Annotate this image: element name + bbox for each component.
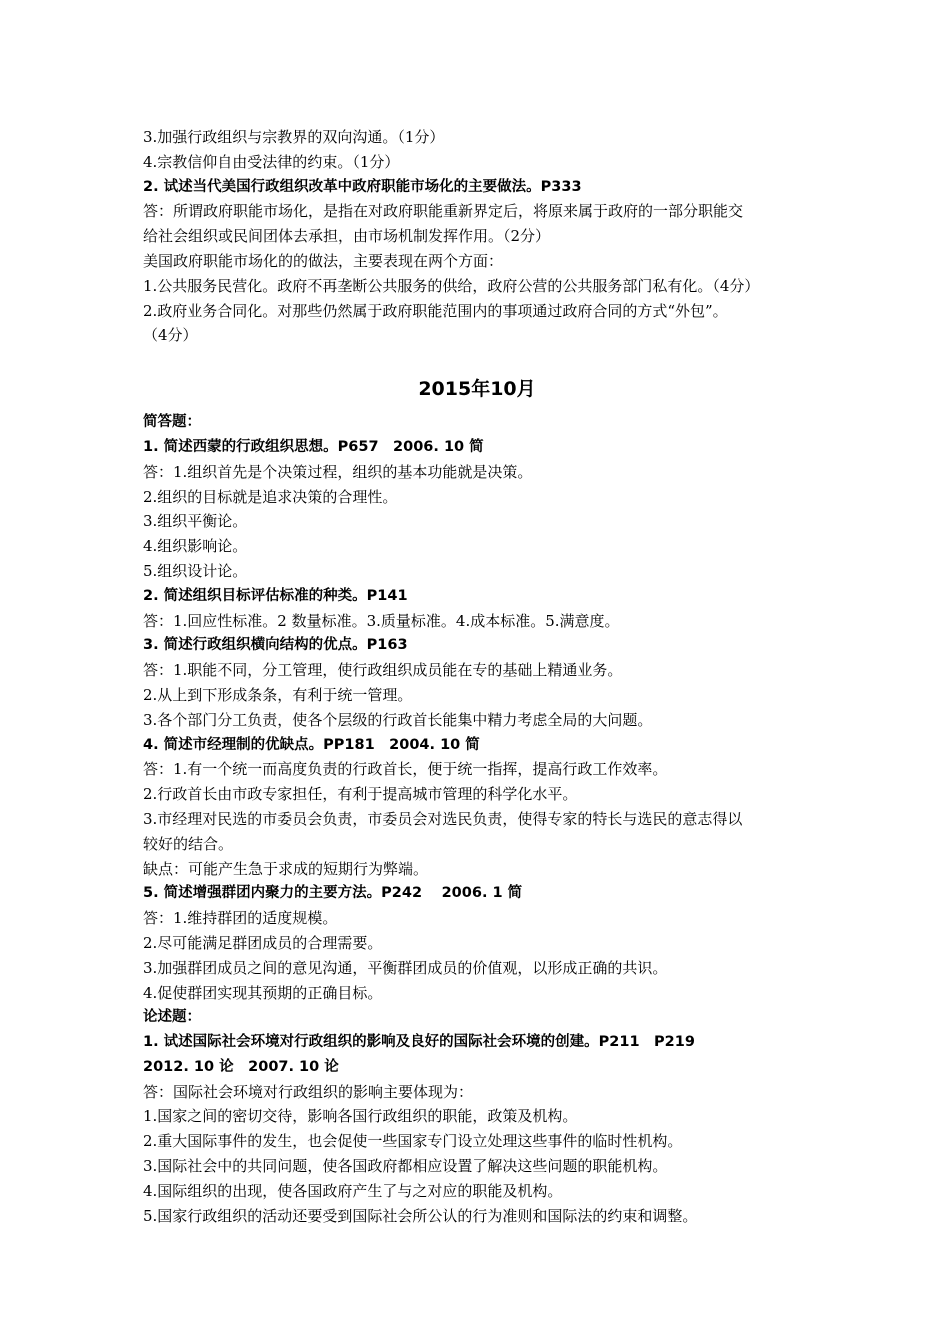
- answer-line: 4.国际组织的出现，使各国政府产生了与之对应的职能及机构。: [143, 1181, 563, 1200]
- answer-line: 3.各个部门分工负责，使各个层级的行政首长能集中精力考虑全局的大问题。: [143, 710, 653, 729]
- question-title: 1. 简述西蒙的行政组织思想。P657 2006. 10 简: [143, 438, 484, 455]
- question-title-continued: 2012. 10 论 2007. 10 论: [143, 1058, 339, 1075]
- answer-line: 3.国际社会中的共同问题，使各国政府都相应设置了解决这些问题的职能机构。: [143, 1157, 668, 1176]
- answer-line: 答：1.回应性标准。2 数量标准。3.质量标准。4.成本标准。5.满意度。: [143, 611, 620, 630]
- answer-line: 2.组织的目标就是追求决策的合理性。: [143, 487, 398, 506]
- answer-line: 2.政府业务合同化。对那些仍然属于政府职能范围内的事项通过政府合同的方式“外包”。: [143, 301, 728, 320]
- answer-line: 2.从上到下形成条条，有利于统一管理。: [143, 685, 413, 704]
- text-line: 4.宗教信仰自由受法律的约束。（1分）: [143, 152, 400, 171]
- answer-line: 1.国家之间的密切交待，影响各国行政组织的职能，政策及机构。: [143, 1107, 578, 1126]
- answer-line: 2.重大国际事件的发生，也会促使一些国家专门设立处理这些事件的临时性机构。: [143, 1132, 683, 1151]
- question-title: 3. 简述行政组织横向结构的优点。P163: [143, 637, 408, 654]
- answer-line: （4分）: [143, 326, 198, 345]
- short-answer-label: 简答题：: [143, 414, 201, 431]
- answer-line: 较好的结合。: [143, 834, 234, 853]
- question-title: 5. 简述增强群团内聚力的主要方法。P242 2006. 1 简: [143, 885, 523, 902]
- essay-label: 论述题：: [143, 1009, 201, 1026]
- answer-line: 答：国际社会环境对行政组织的影响主要体现为：: [143, 1082, 474, 1101]
- answer-line: 2.行政首长由市政专家担任，有利于提高城市管理的科学化水平。: [143, 785, 578, 804]
- answer-line: 3.市经理对民选的市委员会负责，市委员会对选民负责，使得专家的特长与选民的意志得以: [143, 809, 743, 828]
- answer-line: 4.组织影响论。: [143, 537, 248, 556]
- question-title: 2. 试述当代美国行政组织改革中政府职能市场化的主要做法。P333: [143, 178, 582, 195]
- answer-line: 1.公共服务民营化。政府不再垄断公共服务的供给，政府公营的公共服务部门私有化。（4分）: [143, 276, 760, 295]
- question-title: 4. 简述市经理制的优缺点。PP181 2004. 10 简: [143, 736, 480, 753]
- question-title: 2. 简述组织目标评估标准的种类。P141: [143, 587, 408, 604]
- answer-line: 4.促使群团实现其预期的正确目标。: [143, 983, 383, 1002]
- answer-line: 答：1.维持群团的适度规模。: [143, 909, 338, 928]
- answer-line: 缺点：可能产生急于求成的短期行为弊端。: [143, 859, 429, 878]
- answer-line: 美国政府职能市场化的的做法，主要表现在两个方面：: [143, 251, 504, 270]
- answer-line: 答：所谓政府职能市场化，是指在对政府职能重新界定后，将原来属于政府的一部分职能交: [143, 202, 744, 221]
- answer-line: 2.尽可能满足群团成员的合理需要。: [143, 933, 383, 952]
- answer-line: 3.组织平衡论。: [143, 512, 248, 531]
- answer-line: 答：1.组织首先是个决策过程，组织的基本功能就是决策。: [143, 462, 533, 481]
- section-heading: 2015年10月: [418, 378, 536, 401]
- answer-line: 答：1.职能不同，分工管理，使行政组织成员能在专的基础上精通业务。: [143, 661, 623, 680]
- answer-line: 3.加强群团成员之间的意见沟通，平衡群团成员的价值观，以形成正确的共识。: [143, 958, 668, 977]
- answer-line: 给社会组织或民间团体去承担，由市场机制发挥作用。（2分）: [143, 227, 551, 246]
- text-line: 3.加强行政组织与宗教界的双向沟通。（1分）: [143, 128, 445, 146]
- answer-line: 答：1.有一个统一而高度负责的行政首长，便于统一指挥，提高行政工作效率。: [143, 760, 668, 779]
- answer-line: 5.国家行政组织的活动还要受到国际社会所公认的行为准则和国际法的约束和调整。: [143, 1206, 698, 1225]
- answer-line: 5.组织设计论。: [143, 561, 248, 580]
- document-body: [143, 125, 811, 1228]
- question-title: 1. 试述国际社会环境对行政组织的影响及良好的国际社会环境的创建。P211 P219: [143, 1034, 695, 1051]
